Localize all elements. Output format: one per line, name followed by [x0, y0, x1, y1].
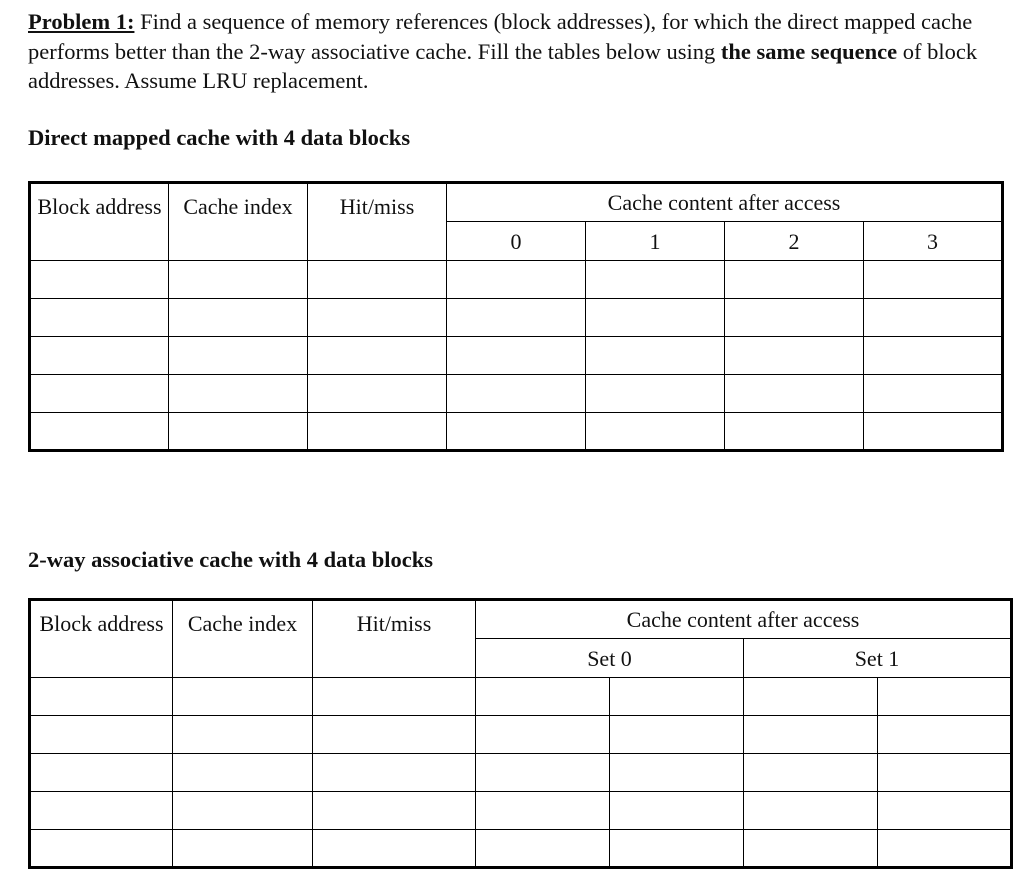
- problem-text-part-1: Find a sequence of memory references (block addresses), for which the direct mapped cache performs better than the 2-way associative cache. Fill the tables below using: [28, 9, 973, 64]
- cell[interactable]: [725, 299, 864, 337]
- cell[interactable]: [610, 830, 744, 868]
- cell[interactable]: [308, 413, 447, 451]
- cell[interactable]: [169, 413, 308, 451]
- cell[interactable]: [308, 261, 447, 299]
- cell[interactable]: [308, 299, 447, 337]
- cell[interactable]: [725, 261, 864, 299]
- cell[interactable]: [173, 830, 313, 868]
- cell[interactable]: [169, 337, 308, 375]
- cell[interactable]: [30, 754, 173, 792]
- cell[interactable]: [864, 261, 1003, 299]
- cell[interactable]: [586, 375, 725, 413]
- cell[interactable]: [744, 678, 878, 716]
- cell[interactable]: [725, 337, 864, 375]
- cell[interactable]: [30, 792, 173, 830]
- cell[interactable]: [169, 261, 308, 299]
- cell[interactable]: [744, 830, 878, 868]
- cell[interactable]: [864, 413, 1003, 451]
- cell[interactable]: [447, 261, 586, 299]
- block-address-header: Block address: [30, 600, 173, 678]
- table-row: [30, 261, 1003, 299]
- cell[interactable]: [173, 716, 313, 754]
- cell[interactable]: [173, 754, 313, 792]
- cell[interactable]: [30, 716, 173, 754]
- cell[interactable]: [476, 830, 610, 868]
- cell[interactable]: [878, 830, 1012, 868]
- table-row: [30, 337, 1003, 375]
- cell[interactable]: [744, 716, 878, 754]
- cell[interactable]: [476, 792, 610, 830]
- table-row: [30, 375, 1003, 413]
- cell[interactable]: [476, 678, 610, 716]
- cell[interactable]: [30, 375, 169, 413]
- cell[interactable]: [313, 754, 476, 792]
- cell[interactable]: [744, 792, 878, 830]
- cell[interactable]: [610, 716, 744, 754]
- cell[interactable]: [30, 830, 173, 868]
- cache-index-header: Cache index: [169, 183, 308, 261]
- cell[interactable]: [447, 299, 586, 337]
- two-way-table: [28, 598, 1013, 869]
- direct-mapped-table: [28, 181, 1004, 452]
- table-row: [30, 299, 1003, 337]
- cell[interactable]: [878, 678, 1012, 716]
- cell[interactable]: [744, 754, 878, 792]
- cell[interactable]: [476, 754, 610, 792]
- table-row: [30, 792, 1012, 830]
- cell[interactable]: [313, 678, 476, 716]
- hit-miss-header: Hit/miss: [308, 183, 447, 261]
- table-row: [30, 754, 1012, 792]
- problem-bold-phrase: the same sequence: [720, 38, 898, 64]
- cell[interactable]: [610, 678, 744, 716]
- direct-mapped-heading: Direct mapped cache with 4 data blocks: [28, 125, 411, 150]
- cache-content-header: Cache content after access: [476, 600, 1012, 639]
- problem-label: Problem 1:: [28, 9, 135, 34]
- cell[interactable]: [30, 678, 173, 716]
- header-row: [30, 183, 1003, 222]
- cell[interactable]: [610, 754, 744, 792]
- problem-text-part-2: of block addresses. Assume LRU replacement.: [28, 38, 978, 93]
- cache-index-header: Cache index: [173, 600, 313, 678]
- block-2-header: 2: [725, 222, 864, 261]
- cell[interactable]: [447, 413, 586, 451]
- cell[interactable]: [30, 299, 169, 337]
- block-0-header: 0: [447, 222, 586, 261]
- cell[interactable]: [610, 792, 744, 830]
- cell[interactable]: [864, 299, 1003, 337]
- cell[interactable]: [30, 413, 169, 451]
- cell[interactable]: [586, 337, 725, 375]
- cell[interactable]: [878, 792, 1012, 830]
- cell[interactable]: [878, 754, 1012, 792]
- set-0-header: Set 0: [476, 639, 744, 678]
- table-row: [30, 716, 1012, 754]
- problem-statement: [28, 7, 1003, 96]
- cell[interactable]: [447, 375, 586, 413]
- cell[interactable]: [725, 375, 864, 413]
- cell[interactable]: [308, 375, 447, 413]
- block-3-header: 3: [864, 222, 1003, 261]
- cell[interactable]: [30, 337, 169, 375]
- block-1-header: 1: [586, 222, 725, 261]
- cell[interactable]: [864, 337, 1003, 375]
- cell[interactable]: [313, 716, 476, 754]
- cell[interactable]: [169, 299, 308, 337]
- cell[interactable]: [725, 413, 864, 451]
- table-row: [30, 678, 1012, 716]
- cell[interactable]: [313, 792, 476, 830]
- cell[interactable]: [476, 716, 610, 754]
- cache-content-header: Cache content after access: [447, 183, 1003, 222]
- hit-miss-header: Hit/miss: [313, 600, 476, 678]
- cell[interactable]: [586, 299, 725, 337]
- cell[interactable]: [586, 413, 725, 451]
- cell[interactable]: [878, 716, 1012, 754]
- block-address-header: Block address: [30, 183, 169, 261]
- cell[interactable]: [864, 375, 1003, 413]
- two-way-heading: 2-way associative cache with 4 data blocks: [28, 547, 433, 572]
- cell[interactable]: [308, 337, 447, 375]
- cell[interactable]: [173, 792, 313, 830]
- header-row: [30, 600, 1012, 639]
- cell[interactable]: [313, 830, 476, 868]
- cell[interactable]: [169, 375, 308, 413]
- cell[interactable]: [30, 261, 169, 299]
- table-row: [30, 830, 1012, 868]
- cell[interactable]: [586, 261, 725, 299]
- cell[interactable]: [447, 337, 586, 375]
- cell[interactable]: [173, 678, 313, 716]
- set-1-header: Set 1: [744, 639, 1012, 678]
- table-row: [30, 413, 1003, 451]
